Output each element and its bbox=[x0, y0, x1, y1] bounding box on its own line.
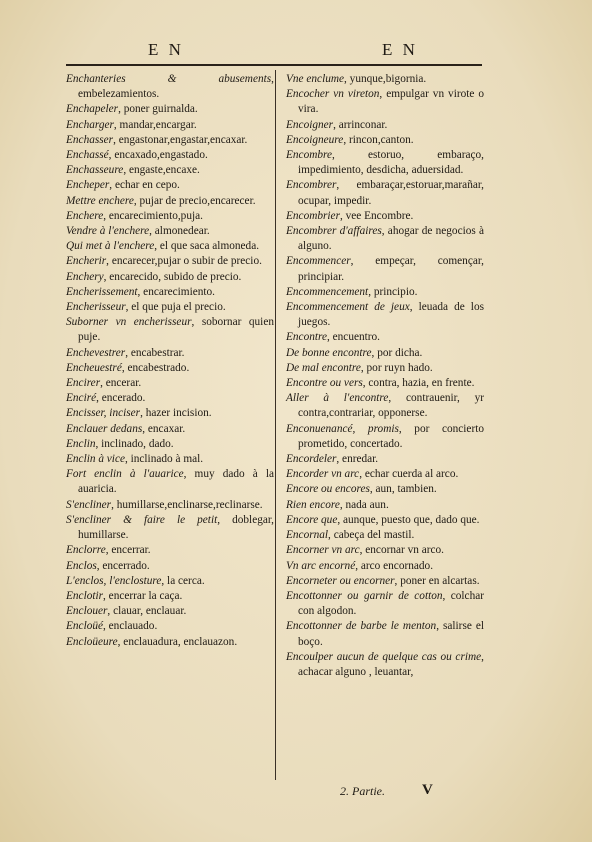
dictionary-entry bbox=[66, 619, 274, 634]
dictionary-entry bbox=[286, 391, 484, 421]
entry-term: Encorder vn arc bbox=[286, 468, 360, 481]
dictionary-entry bbox=[66, 559, 274, 574]
entry-term: Encornal bbox=[286, 529, 329, 542]
dictionary-entry bbox=[66, 163, 274, 178]
entry-term: Encombrer bbox=[286, 179, 337, 192]
entry-term: Encirer bbox=[66, 377, 101, 390]
part-label: 2. Partie. bbox=[340, 784, 385, 798]
dictionary-entry bbox=[66, 406, 274, 421]
dictionary-entry bbox=[66, 604, 274, 619]
dictionary-entry bbox=[286, 72, 484, 87]
entry-definition: , encerrar la caça. bbox=[103, 589, 183, 602]
entry-definition: , engaste,encaxe. bbox=[123, 164, 200, 177]
dictionary-entry bbox=[66, 209, 274, 224]
dictionary-entry bbox=[66, 148, 274, 163]
entry-definition: , por concierto prometido, concertado. bbox=[298, 422, 484, 450]
entry-definition: , nada aun. bbox=[339, 498, 389, 511]
entry-definition: , mandar,encargar. bbox=[113, 118, 197, 131]
entry-term: Encloüé bbox=[66, 620, 104, 633]
entry-term: Mettre enchere bbox=[66, 194, 134, 207]
entry-definition: , contra, hazia, en frente. bbox=[362, 377, 475, 390]
entry-definition: , inclinado, dado. bbox=[95, 437, 174, 450]
running-head-left: E N bbox=[148, 40, 184, 59]
entry-definition: , cabeça del mastil. bbox=[328, 529, 415, 542]
dictionary-entry bbox=[286, 650, 484, 680]
dictionary-entry bbox=[66, 102, 274, 117]
entry-definition: , embelezamientos. bbox=[78, 73, 274, 101]
entry-definition: , por ruyn hado. bbox=[360, 361, 433, 374]
entry-term: Encherir bbox=[66, 255, 107, 268]
entry-definition: , inclinado à mal. bbox=[124, 453, 204, 466]
dictionary-entry bbox=[286, 619, 484, 649]
entry-definition: , empulgar vn virote o vira. bbox=[298, 88, 484, 116]
dictionary-entry bbox=[286, 498, 484, 513]
entry-term: Enchassé bbox=[66, 149, 109, 162]
entry-definition: , encarecer,pujar o subir de precio. bbox=[106, 255, 262, 268]
dictionary-entry bbox=[66, 194, 274, 209]
dictionary-entry bbox=[286, 87, 484, 117]
entry-definition: , encarecimiento. bbox=[137, 285, 215, 298]
running-head bbox=[68, 40, 480, 60]
dictionary-entry bbox=[286, 178, 484, 208]
dictionary-entry bbox=[286, 376, 484, 391]
entry-term: Encorner vn arc bbox=[286, 544, 360, 557]
entry-term: Encherisseur bbox=[66, 301, 126, 314]
entry-term: Encloüeure bbox=[66, 635, 118, 648]
entry-definition: , colchar con algodon. bbox=[298, 589, 484, 618]
entry-term: Encontre ou vers bbox=[286, 377, 363, 390]
entry-term: Rien encore bbox=[286, 498, 340, 511]
entry-definition: , enredar. bbox=[336, 453, 379, 466]
entry-term: Enchasser bbox=[66, 133, 114, 146]
entry-definition: , empeçar, començar, principiar. bbox=[298, 255, 484, 283]
dictionary-entry bbox=[286, 300, 484, 330]
entry-term: Fort enclin à l'auarice bbox=[66, 468, 184, 481]
dictionary-entry bbox=[286, 361, 484, 376]
dictionary-entry bbox=[66, 574, 274, 589]
header-rule bbox=[66, 64, 482, 66]
dictionary-entry bbox=[66, 589, 274, 604]
entry-term: Enchere bbox=[66, 209, 104, 222]
entry-definition: , vee Encombre. bbox=[339, 209, 414, 222]
entry-term: Enconuenancé, promis bbox=[286, 422, 399, 435]
dictionary-entry bbox=[66, 118, 274, 133]
dictionary-entry bbox=[66, 285, 274, 300]
entry-definition: , encaxar. bbox=[142, 422, 186, 435]
dictionary-entry bbox=[66, 315, 274, 345]
dictionary-entry bbox=[286, 254, 484, 284]
dictionary-entry bbox=[286, 589, 484, 619]
dictionary-entry bbox=[66, 467, 274, 497]
dictionary-entry bbox=[286, 528, 484, 543]
entry-definition: , el que saca almoneda. bbox=[154, 240, 260, 253]
dictionary-entry bbox=[66, 376, 274, 391]
entry-definition: , leuada de los juegos. bbox=[298, 301, 484, 329]
entry-definition: , embaraçar,estoruar,marañar, ocupar, impedir. bbox=[298, 179, 484, 207]
entry-term: Vne enclume bbox=[286, 73, 345, 85]
column-divider bbox=[275, 70, 276, 780]
entry-definition: , yunque,bigornia. bbox=[344, 73, 427, 85]
entry-term: Encontre bbox=[286, 331, 327, 344]
entry-definition: , encarecimiento,puja. bbox=[103, 209, 203, 222]
signature-mark: V bbox=[422, 782, 433, 798]
entry-term: Encharger bbox=[66, 118, 114, 131]
left-column bbox=[66, 72, 274, 650]
entry-term: Suborner vn encherisseur bbox=[66, 316, 192, 329]
entry-term: Enclotir bbox=[66, 589, 104, 602]
entry-term: Vn arc encorné bbox=[286, 559, 356, 572]
entry-term: S'encliner & faire le petit bbox=[66, 513, 218, 526]
dictionary-entry bbox=[66, 270, 274, 285]
entry-definition: , encornar vn arco. bbox=[359, 544, 444, 557]
dictionary-entry bbox=[286, 574, 484, 589]
dictionary-entry bbox=[66, 239, 274, 254]
entry-term: Enchapeler bbox=[66, 103, 119, 116]
dictionary-entry bbox=[286, 559, 484, 574]
entry-term: Encisser, inciser bbox=[66, 407, 141, 420]
entry-definition: , encerrar. bbox=[105, 544, 151, 557]
entry-term: Encombrer d'affaires bbox=[286, 225, 382, 238]
entry-definition: , muy dado à la auaricia. bbox=[78, 468, 274, 496]
entry-definition: , estoruo, embaraço, impedimiento, desdicha, aduersidad. bbox=[298, 149, 484, 177]
entry-term: Encommencement de jeux bbox=[286, 301, 410, 314]
dictionary-entry bbox=[66, 635, 274, 650]
dictionary-entry bbox=[286, 133, 484, 148]
dictionary-entry bbox=[66, 513, 274, 543]
entry-term: Encorneter ou encorner bbox=[286, 574, 395, 587]
entry-term: Encottonner de barbe le menton bbox=[286, 620, 437, 633]
entry-definition: , contrauenir, yr contra,contrariar, opponerse. bbox=[298, 392, 484, 420]
dictionary-entry bbox=[286, 209, 484, 224]
entry-definition: , poner guirnalda. bbox=[118, 103, 198, 116]
dictionary-entry bbox=[286, 513, 484, 528]
dictionary-entry bbox=[66, 300, 274, 315]
entry-definition: , el que puja el precio. bbox=[125, 301, 226, 314]
entry-term: Encherissement bbox=[66, 285, 138, 298]
entry-definition: , humillarse,enclinarse,reclinarse. bbox=[111, 498, 263, 511]
dictionary-entry bbox=[66, 452, 274, 467]
dictionary-entry bbox=[66, 133, 274, 148]
dictionary-entry bbox=[286, 422, 484, 452]
entry-definition: , encabestrar. bbox=[125, 346, 185, 359]
entry-term: Aller à l'encontre bbox=[286, 392, 389, 405]
entry-term: Encommencer bbox=[286, 255, 351, 268]
entry-definition: , arco encornado. bbox=[355, 559, 434, 572]
entry-term: Vendre à l'enchere bbox=[66, 225, 150, 238]
entry-term: Encoulper aucun de quelque cas ou crime bbox=[286, 650, 482, 663]
entry-definition: , encabestrado. bbox=[121, 361, 190, 374]
dictionary-entry bbox=[286, 330, 484, 345]
entry-definition: , encaxado,engastado. bbox=[108, 149, 208, 162]
running-head-right: E N bbox=[382, 40, 418, 59]
dictionary-entry bbox=[286, 118, 484, 133]
dictionary-entry bbox=[66, 543, 274, 558]
dictionary-entry bbox=[286, 543, 484, 558]
dictionary-entry bbox=[66, 178, 274, 193]
entry-definition: , poner en alcartas. bbox=[394, 574, 480, 587]
dictionary-entry bbox=[286, 467, 484, 482]
entry-term: Encoigner bbox=[286, 118, 334, 131]
dictionary-entry bbox=[66, 346, 274, 361]
entry-term: Enclorre bbox=[66, 544, 106, 557]
entry-definition: , salirse el boço. bbox=[298, 620, 484, 648]
entry-definition: , encerado. bbox=[96, 392, 146, 405]
entry-definition: , almonedear. bbox=[149, 225, 210, 238]
entry-definition: , la cerca. bbox=[161, 574, 205, 587]
entry-term: Enchasseure bbox=[66, 164, 124, 177]
dictionary-entry bbox=[66, 437, 274, 452]
entry-definition: , principio. bbox=[368, 285, 418, 298]
entry-definition: , arrinconar. bbox=[333, 118, 388, 131]
entry-term: Encordeler bbox=[286, 453, 337, 466]
entry-definition: , encarecido, subido de precio. bbox=[103, 270, 242, 283]
entry-term: Enclos bbox=[66, 559, 97, 572]
entry-term: L'enclos, l'enclosture bbox=[66, 574, 162, 587]
entry-definition: , aunque, puesto que, dado que. bbox=[337, 513, 480, 526]
dictionary-entry bbox=[286, 346, 484, 361]
entry-term: Enchery bbox=[66, 270, 104, 283]
entry-term: Enclin à vice bbox=[66, 453, 125, 466]
entry-definition: , clauar, enclauar. bbox=[107, 605, 187, 618]
dictionary-entry bbox=[66, 72, 274, 102]
entry-term: De bonne encontre bbox=[286, 346, 372, 359]
entry-definition: , encuentro. bbox=[327, 331, 381, 344]
entry-term: Encombrier bbox=[286, 209, 340, 222]
entry-definition: , ahogar de negocios à alguno. bbox=[298, 225, 484, 253]
entry-term: Enchevestrer bbox=[66, 346, 126, 359]
entry-term: Encottonner ou garnir de cotton bbox=[286, 589, 443, 602]
entry-term: Encheuestré bbox=[66, 361, 122, 374]
entry-term: Enclouer bbox=[66, 605, 108, 618]
entry-definition: , enclauadura, enclauazon. bbox=[117, 635, 238, 648]
dictionary-entry bbox=[66, 422, 274, 437]
entry-definition: , encerrado. bbox=[96, 559, 150, 572]
entry-term: Qui met à l'enchere bbox=[66, 240, 155, 253]
entry-definition: , achacar alguno , leuantar, bbox=[298, 650, 484, 678]
entry-definition: , rincon,canton. bbox=[343, 133, 414, 146]
entry-term: Encheper bbox=[66, 179, 110, 192]
entry-term: Enciré bbox=[66, 392, 97, 405]
dictionary-entry bbox=[66, 224, 274, 239]
dictionary-entry bbox=[66, 391, 274, 406]
dictionary-entry bbox=[286, 285, 484, 300]
dictionary-entry bbox=[66, 361, 274, 376]
entry-definition: , encerar. bbox=[100, 377, 142, 390]
dictionary-entry bbox=[286, 452, 484, 467]
right-column bbox=[286, 72, 484, 680]
entry-term: Encore ou encores bbox=[286, 483, 370, 496]
entry-definition: , engastonar,engastar,encaxar. bbox=[113, 133, 248, 146]
entry-term: Enclauer dedans bbox=[66, 422, 143, 435]
entry-term: Encommencement bbox=[286, 285, 369, 298]
entry-definition: , sobornar quien puje. bbox=[78, 316, 274, 344]
dictionary-entry bbox=[286, 482, 484, 497]
entry-term: Enchanteries & abusements bbox=[66, 73, 272, 85]
entry-term: Encocher vn vireton bbox=[286, 88, 380, 101]
dictionary-entry bbox=[66, 498, 274, 513]
dictionary-entry bbox=[286, 224, 484, 254]
entry-term: De mal encontre bbox=[286, 361, 361, 374]
entry-definition: , hazer incision. bbox=[140, 407, 212, 420]
entry-definition: , aun, tambien. bbox=[369, 483, 437, 496]
entry-definition: , doblegar, humillarse. bbox=[78, 513, 275, 542]
entry-definition: , pujar de precio,encarecer. bbox=[133, 194, 256, 207]
entry-term: S'encliner bbox=[66, 498, 112, 511]
entry-definition: , por dicha. bbox=[371, 346, 423, 359]
dictionary-entry bbox=[66, 254, 274, 269]
entry-definition: , enclauado. bbox=[103, 620, 158, 633]
page-footer bbox=[340, 784, 490, 802]
entry-term: Encoigneure bbox=[286, 133, 344, 146]
entry-term: Enclin bbox=[66, 437, 96, 450]
entry-definition: , echar cuerda al arco. bbox=[359, 468, 459, 481]
entry-term: Encore que bbox=[286, 513, 338, 526]
entry-definition: , echar en cepo. bbox=[109, 179, 180, 192]
entry-term: Encombre bbox=[286, 149, 333, 162]
dictionary-entry bbox=[286, 148, 484, 178]
